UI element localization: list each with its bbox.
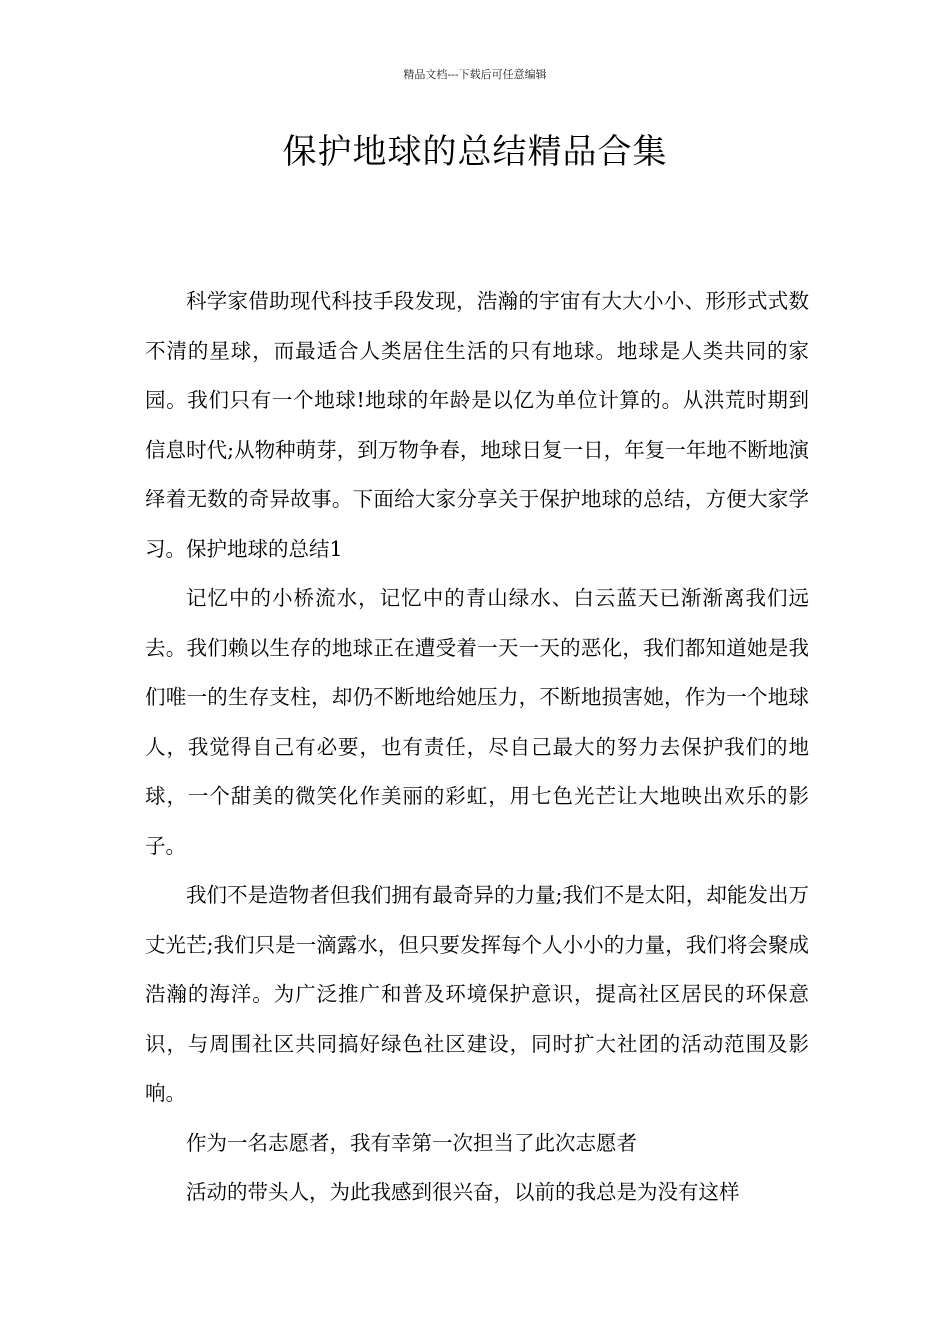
- paragraph: 活动的带头人，为此我感到很兴奋，以前的我总是为没有这样: [186, 1180, 740, 1204]
- document-body: [145, 277, 809, 1218]
- page-header: 精品文档---下载后可任意编辑: [403, 68, 547, 81]
- paragraph: 我们不是造物者但我们拥有最奇异的力量;我们不是太阳，却能发出万丈光芒;我们只是一滴露水，但只要发挥每个人小小的力量，我们将会聚成浩瀚的海洋。为广泛推广和普及环境保护意识，提高社区居民的环保意识，与周围社区共同搞好绿色社区建设，同时扩大社团的活动范围及影响。: [145, 883, 809, 1105]
- paragraph: 记忆中的小桥流水，记忆中的青山绿水、白云蓝天已渐渐离我们远去。我们赖以生存的地球正在遭受着一天一天的恶化，我们都知道她是我们唯一的生存支柱，却仍不断地给她压力，不断地损害她，作为一个地球人，我觉得自己有必要，也有责任，尽自己最大的努力去保护我们的地球，一个甜美的微笑化作美丽的彩虹，用七色光芒让大地映出欢乐的影子。: [145, 586, 809, 858]
- document-title: 保护地球的总结精品合集: [282, 132, 668, 172]
- paragraph: 作为一名志愿者，我有幸第一次担当了此次志愿者: [186, 1130, 637, 1155]
- paragraph: 科学家借助现代科技手段发现，浩瀚的宇宙有大大小小、形形式式数不清的星球，而最适合人类居住生活的只有地球。地球是人类共同的家园。我们只有一个地球!地球的年龄是以亿为单位计算的。从洪荒时期到信息时代;从物种萌芽，到万物争春，地球日复一日，年复一年地不断地演绎着无数的奇异故事。下面给大家分享关于保护地球的总结，方便大家学习。保护地球的总结1: [145, 289, 809, 561]
